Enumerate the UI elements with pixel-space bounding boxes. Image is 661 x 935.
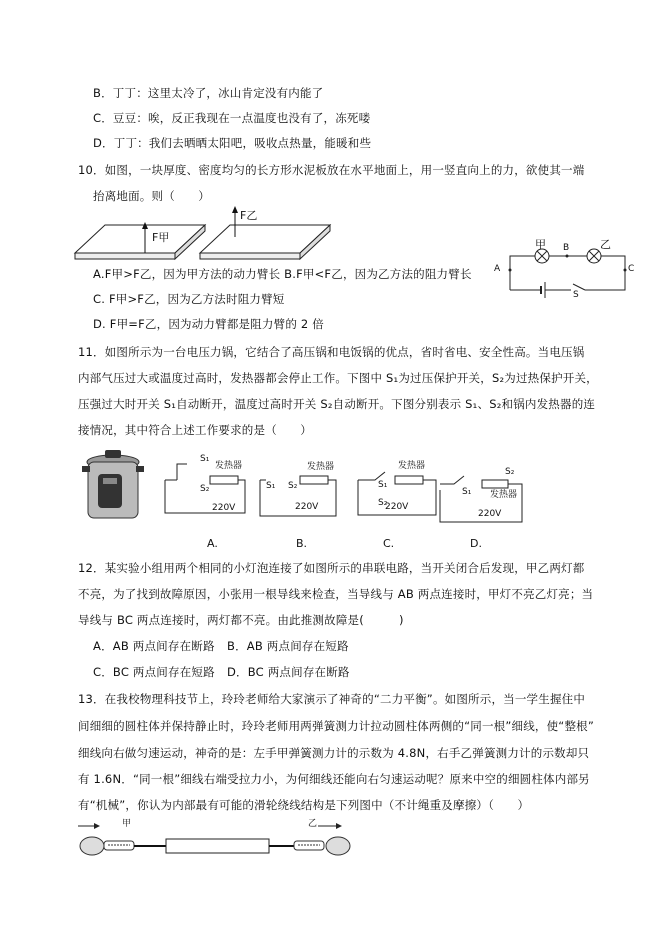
q12-option-b: B．AB 两点间存在短路: [227, 639, 349, 653]
q10-label-f-yi: F乙: [240, 209, 258, 222]
label-b-s1: S₁: [266, 481, 276, 491]
q13-stem-line5: 有“机械”，你认为内部最有可能的滑轮绕线结构是下列图中（不计绳重及摩擦）（ ）: [78, 798, 530, 812]
label-d-heater: 发热器: [490, 490, 518, 500]
q9-option-b: B．丁丁：这里太冷了，冰山肯定没有内能了: [93, 86, 324, 100]
label-c-voltage: 220V: [385, 502, 409, 512]
q10-slabs-figure: [75, 205, 305, 265]
choice-a-label: A.: [207, 537, 218, 550]
label-b-voltage: 220V: [295, 502, 319, 512]
choice-c-label: C.: [383, 537, 395, 550]
q9-option-d: D．丁丁：我们去晒晒太阳吧，吸收点热量，能暖和些: [93, 136, 372, 150]
choice-b-label: B.: [296, 537, 308, 550]
q11-stem-line2: 内部气压过大或温度过高时，发热器都会停止工作。下图中 S₁为过压保护开关，S₂为过热保护开关，: [78, 371, 598, 385]
q12-option-c: C．BC 两点间存在短路: [93, 665, 215, 679]
q10-stem-line2: 抬离地面。则（ ）: [93, 189, 210, 203]
choice-d-label: D.: [470, 537, 482, 550]
q13-stem-line1: 13．在我校物理科技节上，玲玲老师给大家演示了神奇的“二力平衡”。如图所示，当一学生握住中: [78, 692, 586, 706]
q9-option-c: C．豆豆：唉，反正我现在一点温度也没有了，冻死喽: [93, 111, 371, 125]
label-b-s2: S₂: [288, 481, 298, 491]
q13-stem-line3: 细线向右做匀速运动，神奇的是：左手甲弹簧测力计的示数为 4.8N，右手乙弹簧测力计的示数却只: [78, 746, 590, 760]
label-c-s1: S₁: [378, 480, 388, 490]
q10-option-d: D. F甲=F乙，因为动力臂都是阻力臂的 2 倍: [93, 317, 324, 331]
q13-label-jia: 甲: [122, 819, 132, 829]
q11-stem-line3: 压强过大时开关 S₁自动断开，温度过高时开关 S₂自动断开。下图分别表示 S₁、S₂和锅内发热器的连: [78, 397, 596, 411]
circuit-label-yi: 乙: [600, 238, 611, 251]
label-c-s2: S₂: [378, 498, 388, 508]
q10-option-ab: A.F甲>F乙，因为甲方法的动力臂长 B.F甲<F乙，因为乙方法的阻力臂长: [93, 267, 472, 281]
q11-stem-line1: 11．如图所示为一台电压力锅，它结合了高压锅和电饭锅的优点，省时省电、安全性高。当电压锅: [78, 345, 585, 359]
pressure-cooker-image: [78, 448, 148, 528]
label-b-heater: 发热器: [307, 462, 335, 472]
label-d-s2: S₂: [505, 467, 515, 477]
label-c-heater: 发热器: [398, 461, 426, 471]
q13-label-yi: 乙: [308, 819, 318, 829]
q12-option-d: D．BC 两点间存在断路: [227, 665, 350, 679]
circuit-label-s: S: [573, 290, 579, 300]
q12-stem-line2: 不亮，为了找到故障原因，小张用一根导线来检查，当导线与 AB 两点连接时，甲灯不亮乙灯亮；当: [78, 587, 594, 601]
label-a-s2: S₂: [200, 484, 210, 494]
label-a-s1: S₁: [200, 454, 210, 464]
circuit-label-b: B: [563, 243, 570, 253]
label-a-voltage: 220V: [212, 503, 236, 513]
q13-stem-line2: 间细细的圆柱体并保持静止时，玲玲老师用两弹簧测力计拉动圆柱体两侧的“同一根”细线，使“整根”: [78, 719, 595, 733]
label-a-heater: 发热器: [215, 461, 243, 471]
label-d-voltage: 220V: [478, 509, 502, 519]
circuit-label-jia: 甲: [535, 238, 546, 251]
q12-stem-line3: 导线与 BC 两点连接时，两灯都不亮。由此推测故障是( ): [78, 613, 404, 627]
q11-stem-line4: 接情况，其中符合上述工作要求的是（ ）: [78, 423, 312, 437]
circuit-label-a: A: [494, 264, 501, 274]
label-d-s1: S₁: [462, 487, 472, 497]
q10-stem-line1: 10．如图，一块厚度、密度均匀的长方形水泥板放在水平地面上，用一竖直向上的力，欲使其一端: [78, 163, 585, 177]
circuit-label-c: C: [628, 264, 635, 274]
q12-stem-line1: 12．某实验小组用两个相同的小灯泡连接了如图所示的串联电路，当开关闭合后发现，甲乙两灯都: [78, 561, 585, 575]
q13-stem-line4: 有 1.6N．“同一根”细线右端受拉力小，为何细线还能向右匀速运动呢？原来中空的细圆柱体内部另: [78, 772, 590, 786]
q12-option-a: A．AB 两点间存在断路: [93, 639, 215, 653]
q10-option-c: C. F甲>F乙，因为乙方法时阻力臂短: [93, 292, 285, 306]
q10-label-f-jia: F甲: [152, 231, 170, 244]
